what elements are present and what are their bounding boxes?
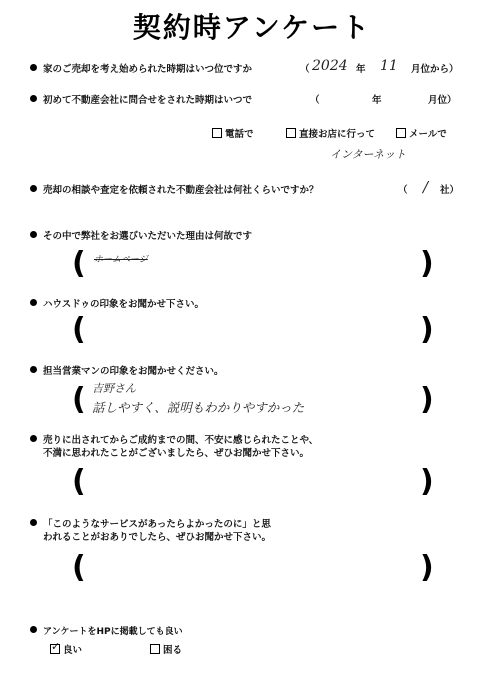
- q4-paren-left: (: [72, 246, 86, 281]
- q2-handwritten-note: インターネット: [330, 148, 407, 161]
- question-1: 家のご売却を考え始められた時期はいつ位ですか: [30, 63, 252, 76]
- question-5: ハウスドゥの印象をお聞かせ下さい。: [30, 298, 204, 311]
- bullet-icon: [30, 366, 37, 373]
- bullet-icon: [30, 435, 37, 442]
- q2-paren-open: （: [310, 95, 320, 106]
- q6-answer-line-2: 話しやすく、説明もわかりやすかった: [92, 400, 305, 415]
- q1-month-label: 月位から）: [411, 64, 459, 75]
- q1-paren-open: （: [300, 64, 310, 75]
- q6-answer-line-1: 吉野さん: [92, 382, 136, 395]
- q2-option-visit[interactable]: 直接お店に行って: [286, 126, 375, 140]
- question-8-line-2: われることがおありでしたら、ぜひお聞かせ下さい。: [43, 532, 272, 543]
- q2-year-label: 年: [372, 95, 382, 106]
- q9-option-no[interactable]: 困る: [150, 642, 182, 656]
- q3-answer: /: [423, 178, 429, 196]
- q2-month-label: 月位）: [428, 95, 457, 106]
- q9-option-yes[interactable]: ✓良い: [50, 642, 82, 656]
- question-7-line-2: 不満に思われたことがございましたら、ぜひお聞かせ下さい。: [43, 448, 310, 459]
- bullet-icon: [30, 231, 37, 238]
- bullet-icon: [30, 64, 37, 71]
- bullet-icon: [30, 299, 37, 306]
- question-8: 「このようなサービスがあったらよかったのに」と思: [30, 518, 271, 531]
- bullet-icon: [30, 185, 37, 192]
- bullet-icon: [30, 95, 37, 102]
- bullet-icon: [30, 626, 37, 633]
- q5-paren-right: ): [420, 312, 434, 347]
- question-6: 担当営業マンの印象をお聞かせください。: [30, 365, 224, 378]
- page-title: 契約時アンケート: [132, 11, 372, 44]
- bullet-icon: [30, 519, 37, 526]
- q6-paren-right: ): [420, 382, 434, 417]
- q8-paren-right: ): [420, 550, 434, 585]
- q7-paren-right: ): [420, 464, 434, 499]
- q3-paren-open: （: [398, 185, 408, 196]
- checkbox-checked-icon: [50, 644, 60, 654]
- checkbox-icon: [286, 128, 296, 138]
- q8-paren-left: (: [72, 550, 86, 585]
- q5-paren-left: (: [72, 312, 86, 347]
- question-7: 売りに出されてからご成約までの間、不安に感じられたことや、: [30, 434, 318, 447]
- question-3: 売却の相談や査定を依頼された不動産会社は何社くらいですか？: [30, 184, 319, 197]
- q4-answer-struck: ホームページ: [94, 255, 148, 265]
- q1-month-answer: 11: [380, 58, 398, 74]
- q2-option-email[interactable]: メールで: [396, 126, 447, 140]
- q1-year-label: 年: [356, 64, 366, 75]
- checkbox-icon: [150, 644, 160, 654]
- q7-paren-left: (: [72, 464, 86, 499]
- checkbox-icon: [212, 128, 222, 138]
- question-4: その中で弊社をお選びいただいた理由は何故です: [30, 230, 252, 243]
- q6-paren-left: (: [72, 382, 86, 417]
- q2-option-phone[interactable]: 電話で: [212, 126, 254, 140]
- checkbox-icon: [396, 128, 406, 138]
- question-2: 初めて不動産会社に問合せをされた時期はいつで: [30, 94, 252, 107]
- q4-paren-right: ): [420, 246, 434, 281]
- q1-year-answer: 2024: [312, 58, 348, 74]
- q3-unit: 社）: [440, 185, 460, 196]
- question-9: アンケートをHPに掲載しても良い: [30, 626, 183, 639]
